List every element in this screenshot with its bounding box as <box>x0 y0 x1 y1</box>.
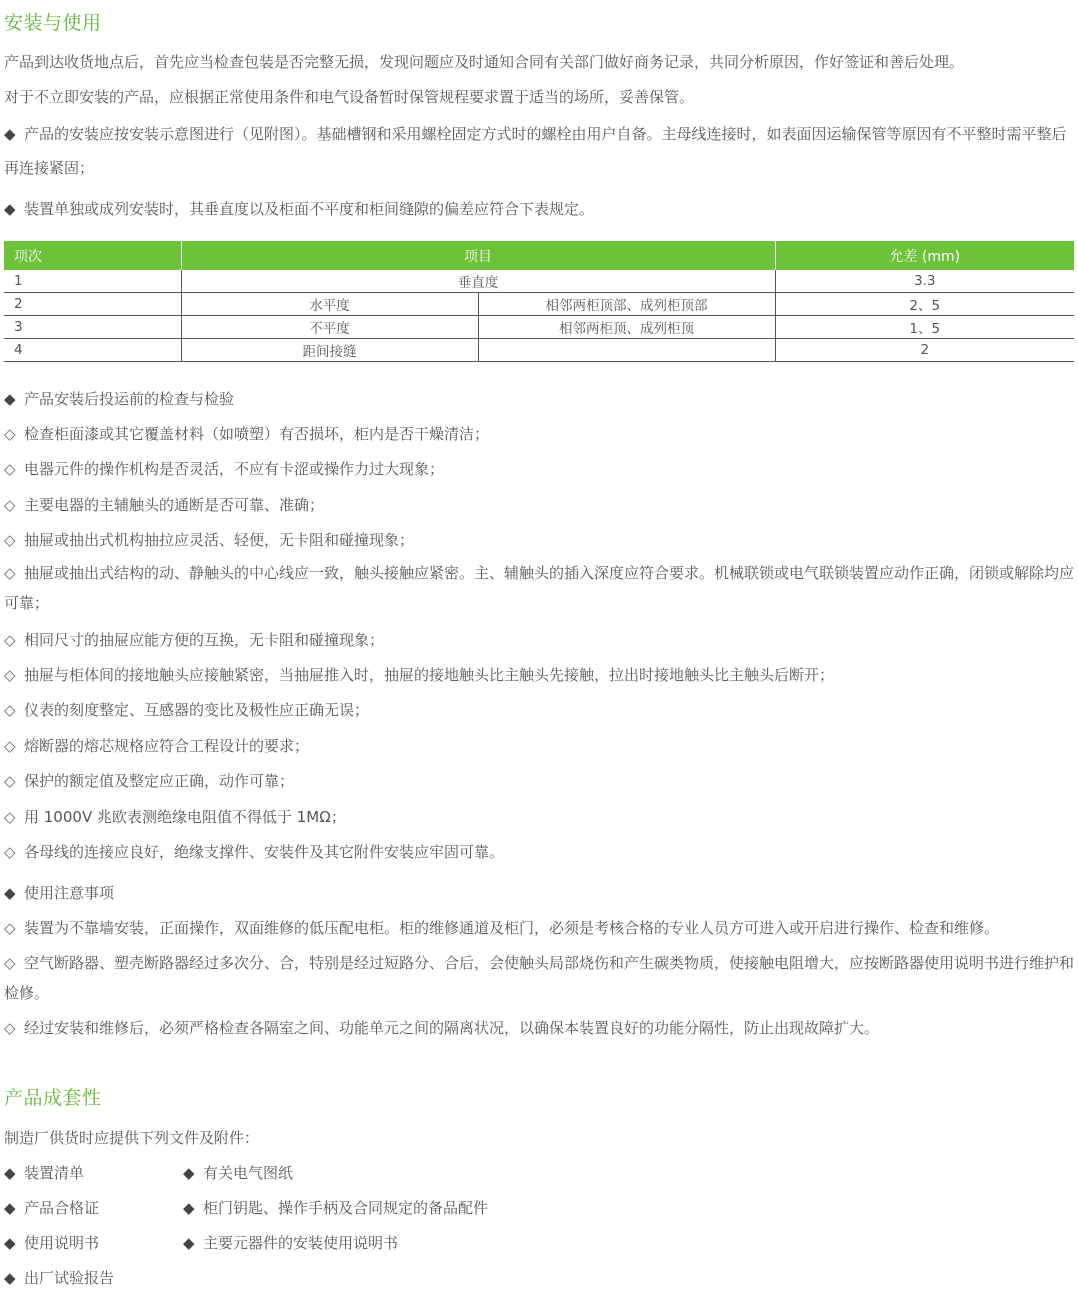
table-header: 允差 (mm) <box>775 241 1074 270</box>
list-item: ◇ 保护的额定值及整定应正确，动作可靠； <box>4 772 295 790</box>
paragraph: 对于不立即安装的产品，应根据正常使用条件和电气设备暂时保管规程要求置于适当的场所，妥善保管。 <box>4 88 695 106</box>
list-item: ◇ 各母线的连接应良好，绝缘支撑件、安装件及其它附件安装应牢固可靠。 <box>4 843 505 861</box>
hollow-diamond-icon: ◇ <box>4 425 16 443</box>
hollow-diamond-icon: ◇ <box>4 954 16 972</box>
paragraph: 产品到达收货地点后，首先应当检查包装是否完整无损，发现问题应及时通知合同有关部门做好商务记录，共同分析原因，作好签证和善后处理。 <box>4 53 965 71</box>
diamond-bullet-icon: ◆ <box>183 1164 195 1182</box>
tolerance-table <box>4 241 1074 362</box>
kit-item: ◆ 有关电气图纸 <box>183 1164 294 1182</box>
hollow-diamond-icon: ◇ <box>4 737 16 755</box>
table-cell: 2、5 <box>775 293 1074 316</box>
hollow-diamond-icon: ◇ <box>4 808 16 826</box>
kit-item: ◆ 产品合格证 <box>4 1199 100 1217</box>
table-cell: 4 <box>4 339 181 362</box>
list-item: ◇ 熔断器的熔芯规格应符合工程设计的要求； <box>4 737 310 755</box>
list-item: ◇ 经过安装和维修后，必须严格检查各隔室之间、功能单元之间的隔离状况，以确保本装置良好的功能分隔性，防止出现故障扩大。 <box>4 1019 880 1037</box>
diamond-bullet-icon: ◆ <box>183 1199 195 1217</box>
bullet-item: ◆ 装置单独或成列安装时，其垂直度以及柜面不平度和柜间缝隙的偏差应符合下表规定。 <box>4 200 595 218</box>
list-item: ◇ 相同尺寸的抽屉应能方便的互换，无卡阻和碰撞现象； <box>4 631 385 649</box>
list-item: ◇ 抽屉或抽出式结构的动、静触头的中心线应一致，触头接触应紧密。主、辅触头的插入深度应符合要求。机械联锁或电气联锁装置应动作正确，闭锁或解除均应可靠； <box>4 558 1074 618</box>
kit-item: ◆ 柜门钥匙、操作手柄及合同规定的备品配件 <box>183 1199 489 1217</box>
bullet-heading: ◆ 产品安装后投运前的检查与检验 <box>4 390 235 408</box>
diamond-bullet-icon: ◆ <box>4 125 16 143</box>
hollow-diamond-icon: ◇ <box>4 531 16 549</box>
kit-item: ◆ 主要元器件的安装使用说明书 <box>183 1234 399 1252</box>
diamond-bullet-icon: ◆ <box>4 1234 16 1252</box>
table-cell: 2 <box>4 293 181 316</box>
table-row <box>4 316 1074 339</box>
bullet-item: ◆ 产品的安装应按安装示意图进行（见附图）。基础槽钢和采用螺栓固定方式时的螺栓由用户自备。主母线连接时，如表面因运输保管等原因有不平整时需平整后再连接紧固； <box>4 117 1074 185</box>
table-cell <box>478 339 775 362</box>
diamond-bullet-icon: ◆ <box>183 1234 195 1252</box>
table-header: 项目 <box>181 241 775 270</box>
list-item: ◇ 抽屉或抽出式机构抽拉应灵活、轻便，无卡阻和碰撞现象； <box>4 531 415 549</box>
hollow-diamond-icon: ◇ <box>4 772 16 790</box>
hollow-diamond-icon: ◇ <box>4 631 16 649</box>
paragraph: 制造厂供货时应提供下列文件及附件： <box>4 1129 260 1147</box>
section-title-install: 安装与使用 <box>4 12 102 34</box>
diamond-bullet-icon: ◆ <box>4 1269 16 1287</box>
list-item: ◇ 仪表的刻度整定、互感器的变比及极性应正确无误； <box>4 701 370 719</box>
section-title-kit: 产品成套性 <box>4 1087 102 1109</box>
diamond-bullet-icon: ◆ <box>4 884 16 902</box>
table-cell: 垂直度 <box>181 270 775 293</box>
table-cell: 1 <box>4 270 181 293</box>
list-item: ◇ 空气断路器、塑壳断路器经过多次分、合，特别是经过短路分、合后，会使触头局部烧伤和产生碳类物质，使接触电阻增大，应按断路器使用说明书进行维护和检修。 <box>4 948 1074 1008</box>
table-cell: 距间接缝 <box>181 339 478 362</box>
diamond-bullet-icon: ◆ <box>4 390 16 408</box>
diamond-bullet-icon: ◆ <box>4 1164 16 1182</box>
hollow-diamond-icon: ◇ <box>4 460 16 478</box>
table-cell: 3 <box>4 316 181 339</box>
table-cell: 1、5 <box>775 316 1074 339</box>
hollow-diamond-icon: ◇ <box>4 1019 16 1037</box>
hollow-diamond-icon: ◇ <box>4 843 16 861</box>
table-header-row <box>4 241 1074 270</box>
table-cell: 相邻两柜顶部、成列柜顶部 <box>478 293 775 316</box>
kit-item: ◆ 出厂试验报告 <box>4 1269 115 1287</box>
diamond-bullet-icon: ◆ <box>4 200 16 218</box>
list-item: ◇ 抽屉与柜体间的接地触头应接触紧密，当抽屉推入时，抽屉的接地触头比主触头先接触，拉出时接地触头比主触头后断开； <box>4 666 835 684</box>
table-cell: 不平度 <box>181 316 478 339</box>
table-row <box>4 339 1074 362</box>
kit-item: ◆ 使用说明书 <box>4 1234 100 1252</box>
hollow-diamond-icon: ◇ <box>4 496 16 514</box>
table-cell: 3.3 <box>775 270 1074 293</box>
table-cell: 水平度 <box>181 293 478 316</box>
hollow-diamond-icon: ◇ <box>4 666 16 684</box>
table-header: 项次 <box>4 241 181 270</box>
table-row <box>4 293 1074 316</box>
hollow-diamond-icon: ◇ <box>4 919 16 937</box>
table-cell: 2 <box>775 339 1074 362</box>
bullet-heading: ◆ 使用注意事项 <box>4 884 115 902</box>
kit-item: ◆ 装置清单 <box>4 1164 85 1182</box>
list-item: ◇ 检查柜面漆或其它覆盖材料（如喷塑）有否损坏，柜内是否干燥清洁； <box>4 425 490 443</box>
hollow-diamond-icon: ◇ <box>4 564 16 582</box>
table-row <box>4 270 1074 293</box>
table-cell: 相邻两柜顶、成列柜顶 <box>478 316 775 339</box>
list-item: ◇ 用 1000V 兆欧表测绝缘电阻值不得低于 1MΩ； <box>4 808 346 826</box>
diamond-bullet-icon: ◆ <box>4 1199 16 1217</box>
list-item: ◇ 主要电器的主辅触头的通断是否可靠、准确； <box>4 496 325 514</box>
hollow-diamond-icon: ◇ <box>4 701 16 719</box>
list-item: ◇ 电器元件的操作机构是否灵活，不应有卡涩或操作力过大现象； <box>4 460 445 478</box>
list-item: ◇ 装置为不靠墙安装，正面操作，双面维修的低压配电柜。柜的维修通道及柜门，必须是考核合格的专业人员方可进入或开启进行操作、检查和维修。 <box>4 919 1000 937</box>
